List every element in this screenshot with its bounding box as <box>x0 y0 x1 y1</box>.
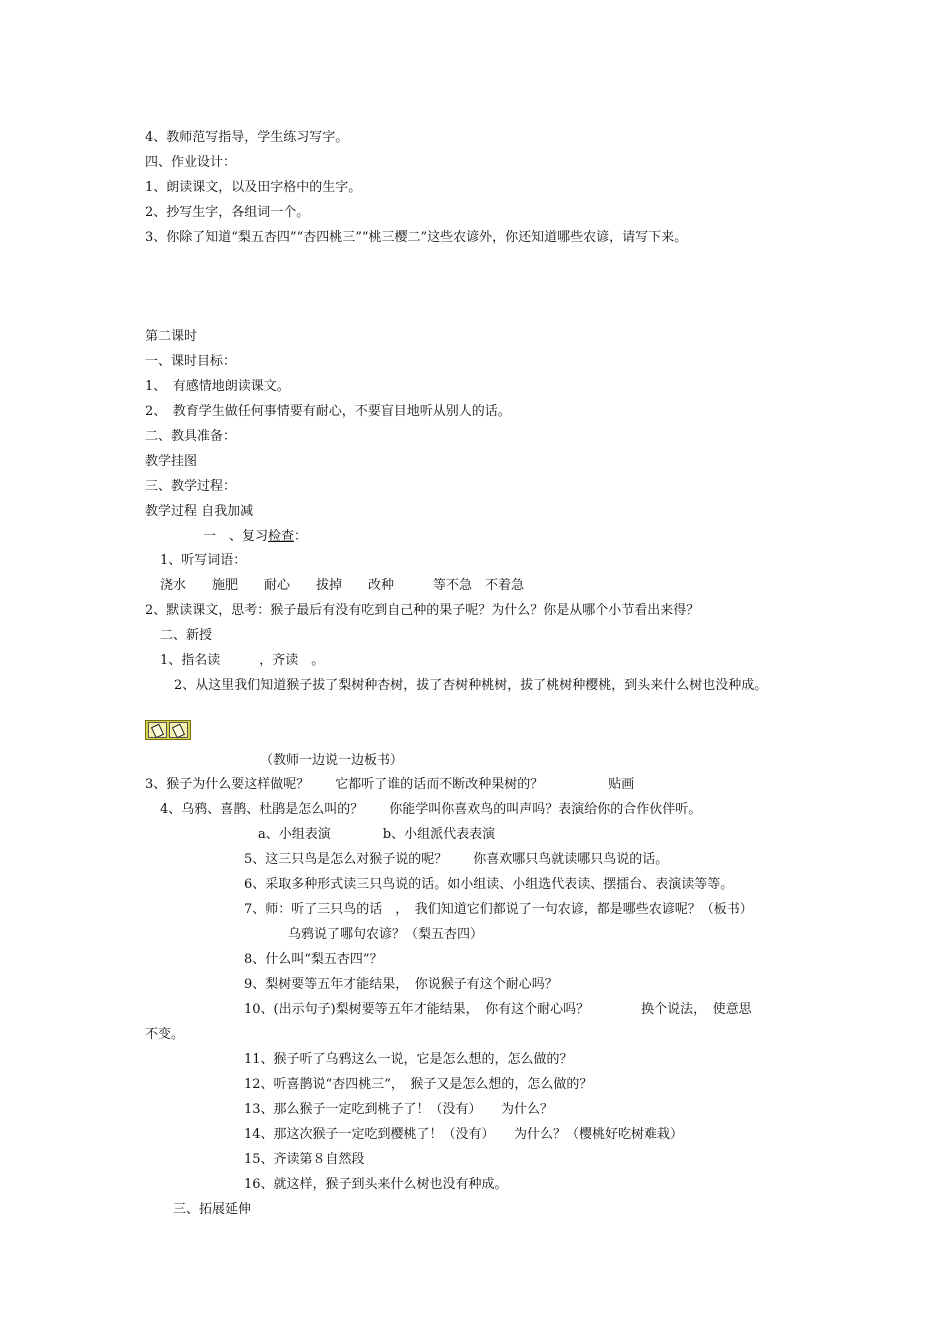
section-heading: 四、作业设计： <box>145 155 237 170</box>
text-line: 16、就这样，猴子到头来什么树也没有种成。 <box>244 1177 508 1192</box>
text-line: 教学挂图 <box>145 454 198 469</box>
text-line: 不变。 <box>145 1027 185 1042</box>
text-line: 2、默读课文，思考：猴子最后有没有吃到自己种的果子呢？为什么？你是从哪个小节看出来得？ <box>145 603 700 618</box>
text-line: 1、朗读课文，以及田字格中的生字。 <box>145 180 362 195</box>
text-line: 6、采取多种形式读三只鸟说的话。如小组读、小组选代表读、摆擂台、表演读等等。 <box>244 877 734 892</box>
text-line: 5、这三只鸟是怎么对猴子说的呢？ 你喜欢哪只鸟就读哪只鸟说的话。 <box>244 852 669 867</box>
text-line: 3、猴子为什么要这样做呢？ 它都听了谁的话而不断改种果树的？ 贴画 <box>145 777 635 792</box>
section-heading: 二、教具准备： <box>145 429 237 444</box>
text-line: 1、 有感情地朗读课文。 <box>145 379 290 394</box>
text-line: 8、什么叫“梨五杏四”？ <box>244 952 383 967</box>
text-line: 1、指名读 ，齐读 。 <box>160 653 325 668</box>
text-line: 3、你除了知道“梨五杏四”“杏四桃三”“桃三樱二”这些农谚外，你还知道哪些农谚，请写下来。 <box>145 230 688 245</box>
review-heading <box>203 529 307 545</box>
text-line: 4、乌鸦、喜鹊、杜鹃是怎么叫的？ 你能学叫你喜欢鸟的叫声吗？表演给你的合作伙伴听。 <box>160 802 702 817</box>
text-line: 10、(出示句子)梨树要等五年才能结果， 你有这个耐心吗？ 换个说法， 使意思 <box>244 1002 752 1017</box>
section-heading: 一、课时目标： <box>145 354 237 369</box>
text-line: 13、那么猴子一定吃到桃子了！（没有） 为什么？ <box>244 1102 554 1117</box>
text-line: 2、抄写生字，各组词一个。 <box>145 205 310 220</box>
section-heading: 三、拓展延伸 <box>173 1202 252 1217</box>
review-heading-prefix: 一 、复习 <box>203 529 269 544</box>
scroll-pencil-icon <box>148 722 167 738</box>
embedded-icons <box>145 720 191 740</box>
word-list: 浇水 施肥 耐心 拔掉 改种 等不急 不着急 <box>160 578 525 593</box>
text-line: 4、教师范写指导，学生练习写字。 <box>145 130 349 145</box>
text-line: 2、 教育学生做任何事情要有耐心，不要盲目地听从别人的话。 <box>145 404 511 419</box>
text-line: 9、梨树要等五年才能结果， 你说猴子有这个耐心吗？ <box>244 977 558 992</box>
review-heading-suffix: ： <box>294 529 308 544</box>
text-line: 11、猴子听了乌鸦这么一说，它是怎么想的，怎么做的？ <box>244 1052 573 1067</box>
text-line: a、小组表演 b、小组派代表表演 <box>258 827 496 842</box>
text-line: 2、从这里我们知道猴子拔了梨树种杏树，拔了杏树种桃树，拔了桃树种樱桃，到头来什么树也没种成。 <box>174 678 768 693</box>
text-line: 12、听喜鹊说“杏四桃三”， 猴子又是怎么想的，怎么做的？ <box>244 1077 593 1092</box>
scroll-pencil-icon <box>169 722 188 738</box>
text-line: 乌鸦说了哪句农谚？（梨五杏四） <box>288 927 484 942</box>
text-line: 14、那这次猴子一定吃到樱桃了！（没有） 为什么？（樱桃好吃树难栽） <box>244 1127 684 1142</box>
text-line: （教师一边说一边板书） <box>260 753 404 768</box>
text-line: 1、听写词语： <box>160 553 247 568</box>
lesson-title: 第二课时 <box>145 329 198 344</box>
text-line: 7、师：听了三只鸟的话 ， 我们知道它们都说了一句农谚，都是哪些农谚呢？（板书） <box>244 902 753 917</box>
review-heading-underlined: 检查 <box>268 529 295 544</box>
text-line: 15、齐读第８自然段 <box>244 1152 365 1167</box>
section-heading: 三、教学过程： <box>145 479 237 494</box>
section-heading: 二、新授 <box>160 628 213 643</box>
text-line: 教学过程 自我加减 <box>145 504 254 519</box>
